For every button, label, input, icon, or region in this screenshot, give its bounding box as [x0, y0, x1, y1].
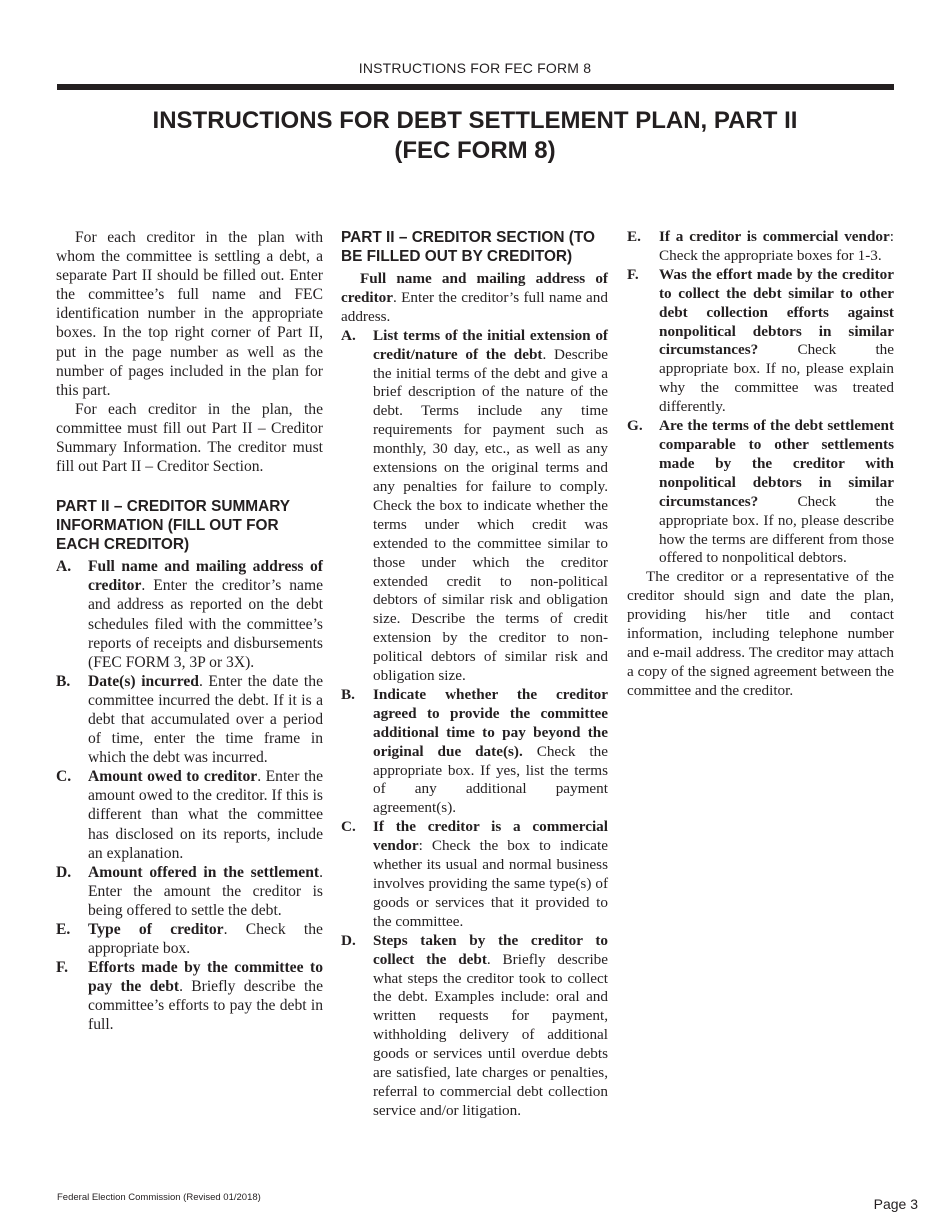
item-term: If a creditor is commercial vendor — [659, 228, 890, 245]
creditor-item-a — [341, 327, 608, 686]
summary-heading: PART II – CREDITOR SUMMARY INFORMATION (FILL OUT FOR EACH CREDITOR) — [56, 498, 290, 554]
item-term: If the creditor is a commercial vendor — [373, 818, 608, 855]
summary-list — [56, 557, 323, 1034]
item-letter: B. — [56, 672, 71, 690]
item-term: Are the terms of the debt settlement comparable to other settlements made by the creditor with nonpolitical debtors in similar circumstances? — [659, 417, 894, 510]
item-text: . Enter the amount the creditor is being offered to settle the debt. — [88, 863, 323, 919]
item-term: Type of creditor — [88, 921, 224, 938]
item-letter: F. — [627, 265, 639, 283]
summary-item-b — [56, 672, 323, 767]
closing-paragraph: The creditor or a representative of the creditor should sign and date the plan, providing his/her title and contact information, including telephone number and e-mail address. The creditor may attach a copy of the signed agreement between the committee and the creditor. — [627, 568, 894, 699]
summary-item-d — [56, 863, 323, 920]
creditor-item-e — [627, 228, 894, 266]
item-letter: C. — [341, 818, 356, 836]
item-term: Indicate whether the creditor agreed to provide the committee additional time to pay beyond the original due date(s). — [373, 685, 608, 760]
creditor-section-lead — [341, 270, 608, 327]
lead-term: Full name and mailing address of creditor — [341, 270, 608, 306]
running-header: INSTRUCTIONS FOR FEC FORM 8 — [358, 60, 592, 76]
item-text: . Briefly describe what steps the creditor took to collect the debt. Examples include: oral and written requests for payment, withholding delivery of additional goods or services until overdue debts are satisfied, late charges or penalties, referral to commercial debt collection service and/or litigation. — [373, 950, 608, 1119]
item-term: Date(s) incurred — [88, 672, 199, 690]
title-line-2: (FEC FORM 8) — [394, 137, 556, 164]
item-term: List terms of the initial extension of credit/nature of the debt — [373, 326, 608, 363]
item-letter: E. — [627, 228, 641, 245]
item-text: : Check the box to indicate whether its usual and normal business involves providing the same type(s) of goods or services that it provided to the committee. — [373, 837, 608, 930]
creditor-item-f — [627, 266, 894, 417]
creditor-item-g — [627, 417, 894, 568]
item-term: Steps taken by the creditor to collect the debt — [373, 931, 608, 968]
item-term: Amount owed to creditor — [88, 768, 258, 786]
item-term: Full name and mailing address of creditor — [88, 558, 323, 595]
title-line-1: INSTRUCTIONS FOR DEBT SETTLEMENT PLAN, PART II — [152, 107, 798, 134]
item-letter: B. — [341, 685, 355, 703]
creditor-section-heading: PART II – CREDITOR SECTION (TO BE FILLED OUT BY CREDITOR) — [341, 229, 595, 265]
item-text: . Enter the creditor’s name and address as reported on the debt schedules filed with the committee’s reports of receipts and disbursements (FEC FORM 3, 3P or 3X). — [88, 577, 323, 671]
item-text: . Check the appropriate box. — [88, 921, 323, 958]
item-text: : Check the appropriate boxes for 1-3. — [659, 228, 894, 264]
item-letter: F. — [56, 959, 68, 977]
item-text: Check the appropriate box. If yes, list the terms of any additional payment agreement(s). — [373, 742, 608, 817]
column-2 — [341, 228, 608, 1121]
intro-paragraph-1: For each creditor in the plan with whom the committee is settling a debt, a separate Part II should be filled out. Enter the committee’s full name and FEC identification number in the appropriate boxes. In the top right corner of Part II, put in the page number as well as the number of pages included in the plan for this part. — [56, 229, 323, 399]
item-term: Was the effort made by the creditor to collect the debt similar to other debt collection efforts against nonpolitical debtors in similar circumstances? — [659, 265, 894, 359]
column-3 — [627, 228, 894, 701]
creditor-item-c — [341, 818, 608, 931]
lead-text: . Enter the creditor’s full name and address. — [341, 288, 608, 325]
item-letter: E. — [56, 921, 71, 938]
item-letter: D. — [56, 863, 72, 881]
item-letter: G. — [627, 417, 643, 435]
column-1 — [56, 228, 323, 1035]
summary-item-a — [56, 557, 323, 672]
page-title — [0, 106, 950, 166]
item-text: Check the appropriate box. If no, please explain why the committee was treated differently. — [659, 341, 894, 416]
item-letter: C. — [56, 768, 72, 786]
page-number: Page 3 — [873, 1196, 918, 1212]
item-text: . Enter the date the committee incurred the debt. If it is a debt that accumulated over a period of time, enter the time frame in which the debt was incurred. — [88, 672, 323, 767]
creditor-item-b — [341, 686, 608, 818]
creditor-item-d — [341, 932, 608, 1121]
header-rule — [57, 84, 894, 90]
intro-paragraph-2: For each creditor in the plan, the committee must fill out Part II – Creditor Summary Information. The creditor must fill out Part II – Creditor Section. — [56, 400, 323, 476]
item-letter: D. — [341, 931, 356, 949]
item-text: . Describe the initial terms of the debt and give a brief description of the nature of the debt. Terms include any time requirements for payment such as monthly, 30 day, etc., as well as any extensions on the original terms and any penalties for failure to comply. Check the box to indicate whether the terms under which credit was extended to the committee similar to those under which the creditor extended credit to non-political debtors of similar risk and obligation size. Describe the terms of credit extension by the creditor to non-political debtors of similar risk and obligation size. — [373, 345, 608, 685]
item-text: Check the appropriate box. If no, please describe how the terms are different from those offered to nonpolitical debtors. — [659, 492, 894, 567]
item-text: . Briefly describe the committee’s efforts to pay the debt in full. — [88, 978, 323, 1034]
item-letter: A. — [341, 326, 356, 344]
item-letter: A. — [56, 558, 72, 576]
item-text: . Enter the amount owed to the creditor. If this is different than what the committee has disclosed on its reports, include an explanation. — [88, 768, 323, 862]
item-term: Efforts made by the committee to pay the debt — [88, 959, 323, 996]
summary-item-e — [56, 920, 323, 958]
footer-revision: Federal Election Commission (Revised 01/2018) — [57, 1192, 261, 1203]
summary-item-f — [56, 958, 323, 1034]
summary-item-c — [56, 767, 323, 862]
item-term: Amount offered in the settlement — [88, 863, 320, 881]
